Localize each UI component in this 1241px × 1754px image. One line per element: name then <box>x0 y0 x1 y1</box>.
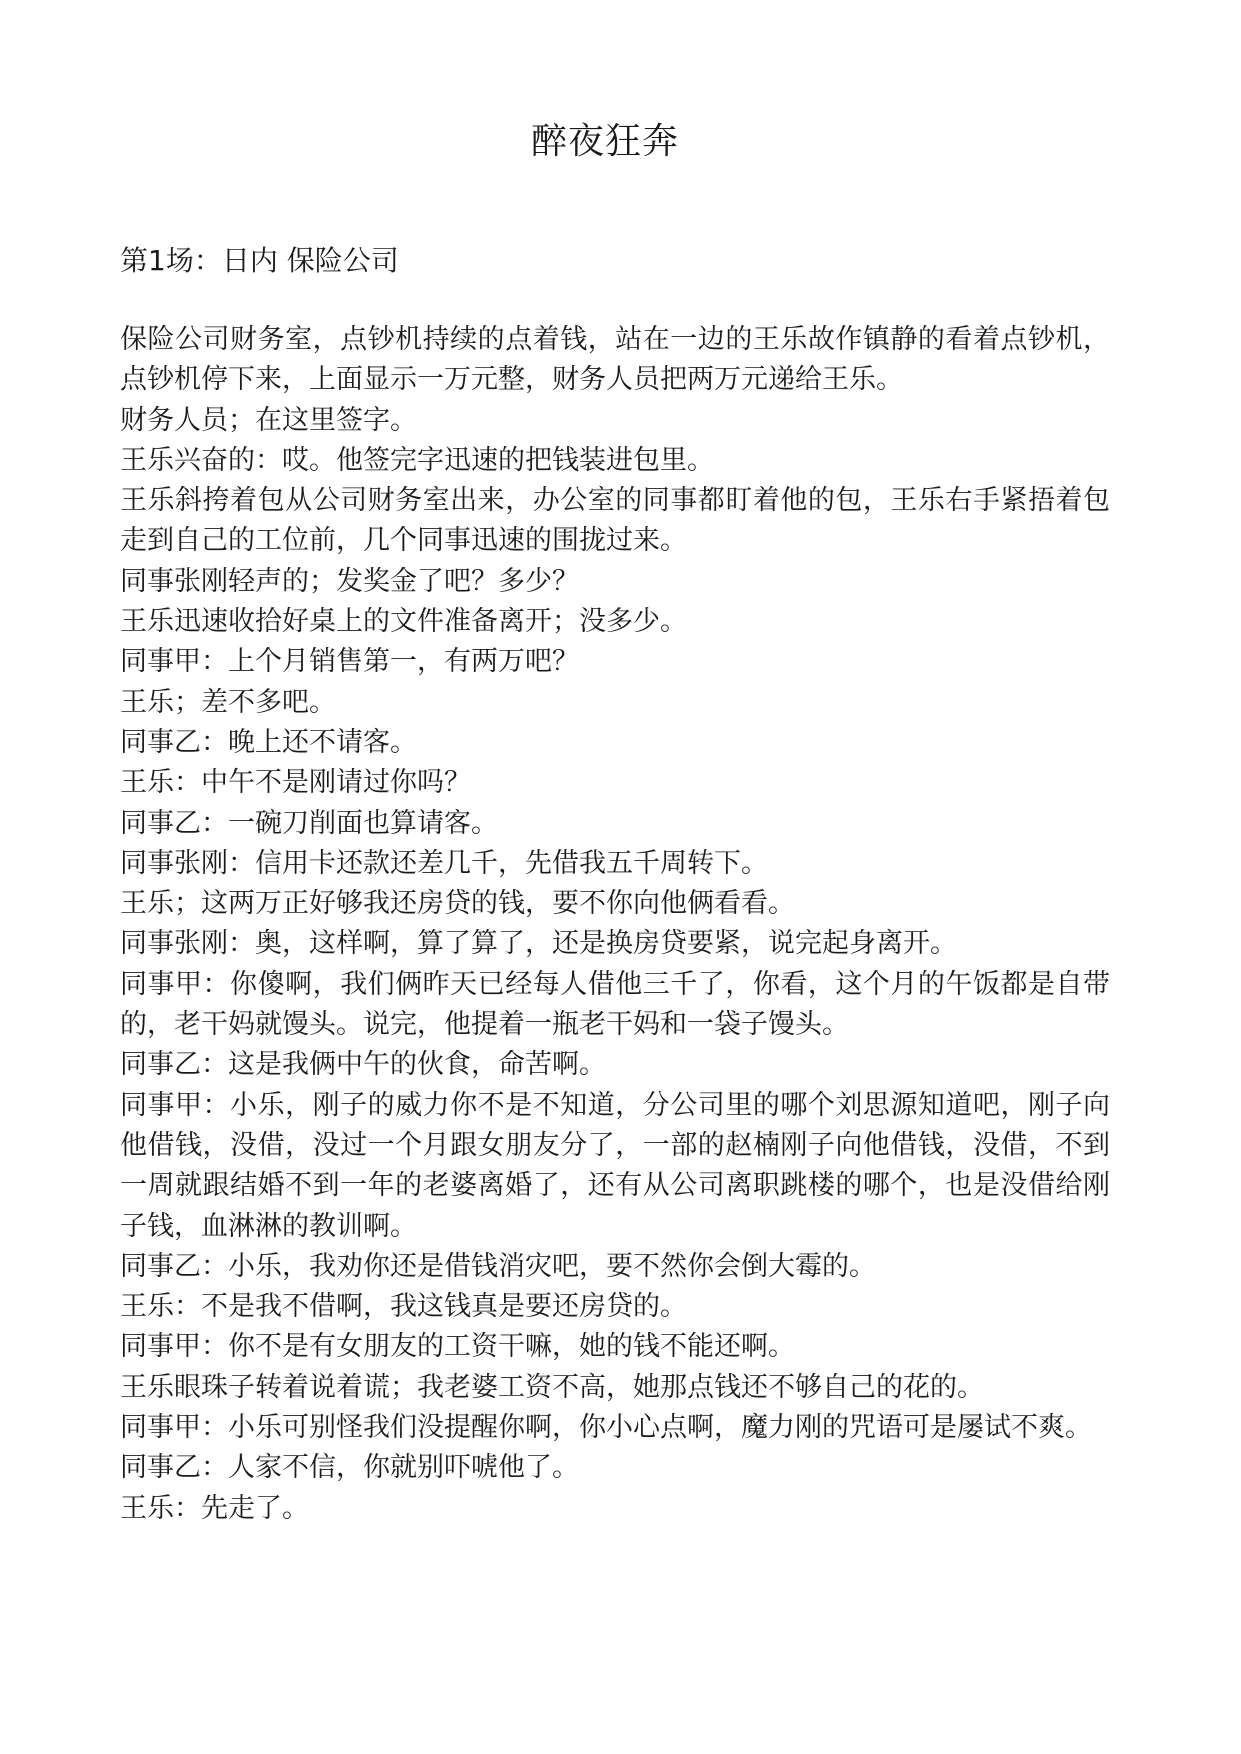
paragraph: 王乐：先走了。 <box>120 1492 309 1524</box>
paragraph: 王乐；差不多吧。 <box>120 686 336 718</box>
paragraph: 同事甲：小乐，刚子的威力你不是不知道，分公司里的哪个刘思源知道吧，刚子向他借钱，没借，没过一个月跟女朋友分了，一部的赵楠刚子向他借钱，没借，不到一周就跟结婚不到一年的老婆离婚了，还有从公司离职跳楼的哪个，也是没借给刚子钱，血淋淋的教训啊。 <box>120 1089 1110 1242</box>
paragraph: 财务人员；在这里签字。 <box>120 404 417 436</box>
paragraph: 同事甲：小乐可别怪我们没提醒你啊，你小心点啊，魔力刚的咒语可是屡试不爽。 <box>120 1412 1092 1444</box>
paragraph: 同事乙：晚上还不请客。 <box>120 726 417 758</box>
paragraph: 王乐：不是我不借啊，我这钱真是要还房贷的。 <box>120 1291 687 1323</box>
script-body <box>120 320 1110 1529</box>
paragraph: 王乐迅速收拾好桌上的文件准备离开；没多少。 <box>120 606 687 638</box>
paragraph: 同事甲：上个月销售第一，有两万吧？ <box>120 646 579 678</box>
paragraph: 同事张刚轻声的；发奖金了吧？多少？ <box>120 565 579 597</box>
paragraph: 王乐眼珠子转着说着谎；我老婆工资不高，她那点钱还不够自己的花的。 <box>120 1371 984 1403</box>
paragraph: 同事张刚：信用卡还款还差几千，先借我五千周转下。 <box>120 847 768 879</box>
paragraph: 王乐兴奋的：哎。他签完字迅速的把钱装进包里。 <box>120 444 714 476</box>
paragraph: 王乐：中午不是刚请过你吗？ <box>120 767 471 799</box>
paragraph: 王乐；这两万正好够我还房贷的钱，要不你向他俩看看。 <box>120 888 795 920</box>
paragraph: 同事甲：你傻啊，我们俩昨天已经每人借他三千了，你看，这个月的午饭都是自带的，老干妈就馒头。说完，他提着一瓶老干妈和一袋子馒头。 <box>120 968 1110 1041</box>
scene-heading: 第1场：日内 保险公司 <box>120 244 399 277</box>
paragraph: 同事乙：小乐，我劝你还是借钱消灾吧，要不然你会倒大霉的。 <box>120 1250 876 1282</box>
paragraph: 同事乙：人家不信，你就别吓唬他了。 <box>120 1452 579 1484</box>
document-title: 醉夜狂奔 <box>530 121 679 162</box>
paragraph: 同事乙：这是我俩中午的伙食，命苦啊。 <box>120 1049 606 1081</box>
paragraph: 同事乙：一碗刀削面也算请客。 <box>120 807 498 839</box>
paragraph: 同事甲：你不是有女朋友的工资干嘛，她的钱不能还啊。 <box>120 1331 795 1363</box>
paragraph: 保险公司财务室，点钞机持续的点着钱，站在一边的王乐故作镇静的看着点钞机，点钞机停下来，上面显示一万元整，财务人员把两万元递给王乐。 <box>120 324 1110 396</box>
paragraph: 王乐斜挎着包从公司财务室出来，办公室的同事都盯着他的包，王乐右手紧捂着包走到自己的工位前，几个同事迅速的围拢过来。 <box>120 485 1110 557</box>
paragraph: 同事张刚：奥，这样啊，算了算了，还是换房贷要紧，说完起身离开。 <box>120 928 957 960</box>
